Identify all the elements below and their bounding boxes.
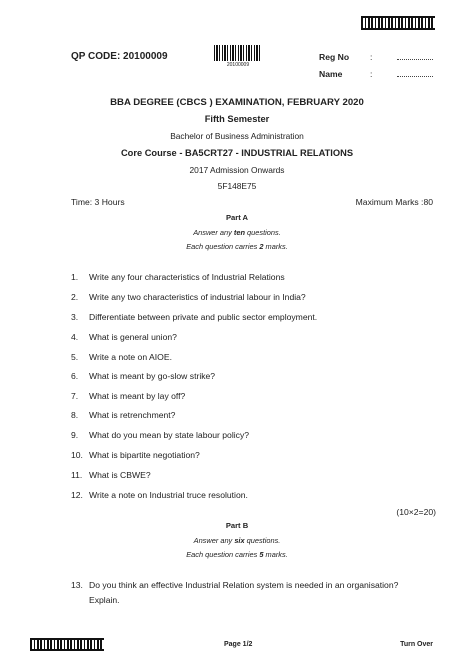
reg-no-field[interactable]	[397, 59, 433, 60]
qr-code-bottom	[30, 638, 104, 651]
admission: 2017 Admission Onwards	[189, 165, 285, 175]
part-b-instruction-1	[0, 536, 474, 545]
question-number: 6.	[71, 371, 79, 381]
instr-text: Each question carries	[186, 242, 260, 251]
question-number: 2.	[71, 292, 79, 302]
question-number: 10.	[71, 450, 83, 460]
reg-no-colon: :	[370, 52, 373, 62]
question-text: Write a note on AIOE.	[89, 352, 172, 362]
part-a-instruction-2	[0, 242, 474, 251]
turn-over: Turn Over	[400, 641, 433, 648]
instr-text: Answer any	[193, 536, 235, 545]
qr-code-top	[361, 16, 435, 30]
part-b-heading: Part B	[225, 521, 249, 530]
question-text: What do you mean by state labour policy?	[89, 430, 250, 440]
question-number: 4.	[71, 332, 79, 342]
barcode-number: 20100009	[226, 62, 250, 68]
question-text: What is retrenchment?	[89, 410, 176, 420]
qp-code: QP CODE: 20100009	[71, 51, 168, 62]
name-label: Name	[319, 69, 343, 79]
instr-text: questions.	[244, 536, 281, 545]
question-text: What is meant by lay off?	[89, 391, 186, 401]
programme: Bachelor of Business Administration	[170, 131, 304, 141]
question-number: 5.	[71, 352, 79, 362]
part-a-heading: Part A	[225, 213, 249, 222]
semester: Fifth Semester	[204, 114, 270, 124]
part-a-marks: (10×2=20)	[396, 507, 436, 517]
question-text: What is CBWE?	[89, 470, 151, 480]
reg-no-label: Reg No	[319, 52, 350, 62]
instr-text: Answer any	[193, 228, 234, 237]
instr-marks: 2	[259, 242, 264, 251]
barcode	[214, 45, 262, 61]
instr-count: six	[234, 536, 245, 545]
question-number: 11.	[71, 470, 83, 480]
question-text: What is general union?	[89, 332, 177, 342]
instr-text: marks.	[263, 550, 288, 559]
question-number: 8.	[71, 410, 79, 420]
question-number: 7.	[71, 391, 79, 401]
question-number: 1.	[71, 272, 79, 282]
question-text: What is bipartite negotiation?	[89, 450, 200, 460]
name-field[interactable]	[397, 76, 433, 77]
question-number: 13.	[71, 580, 83, 590]
question-text: Write any four characteristics of Industrial Relations	[89, 272, 285, 282]
instr-marks: 5	[259, 550, 264, 559]
paper-code: 5F148E75	[217, 181, 257, 191]
question-text: Write any two characteristics of industrial labour in India?	[89, 292, 306, 302]
part-b-instruction-2	[0, 550, 474, 559]
question-number: 9.	[71, 430, 79, 440]
exam-title: BBA DEGREE (CBCS ) EXAMINATION, FEBRUARY 2020	[110, 97, 364, 108]
question-text: Do you think an effective Industrial Relation system is needed in an organisation?	[89, 580, 399, 590]
question-text: Write a note on Industrial truce resolution.	[89, 490, 248, 500]
question-number: 3.	[71, 312, 79, 322]
question-number: 12.	[71, 490, 83, 500]
course-title: Core Course - BA5CRT27 - INDUSTRIAL RELATIONS	[120, 148, 354, 158]
max-marks: Maximum Marks :80	[355, 197, 433, 207]
time-allowed: Time: 3 Hours	[71, 197, 125, 207]
instr-text: Each question carries	[186, 550, 260, 559]
page-number: Page 1/2	[224, 641, 253, 648]
instr-text: marks.	[263, 242, 288, 251]
question-text: Differentiate between private and public sector employment.	[89, 312, 318, 322]
question-text: Explain.	[89, 595, 120, 605]
question-text: What is meant by go-slow strike?	[89, 371, 216, 381]
instr-text: questions.	[245, 228, 281, 237]
part-a-instruction-1	[0, 228, 474, 237]
instr-count: ten	[233, 228, 245, 237]
name-colon: :	[370, 69, 373, 79]
